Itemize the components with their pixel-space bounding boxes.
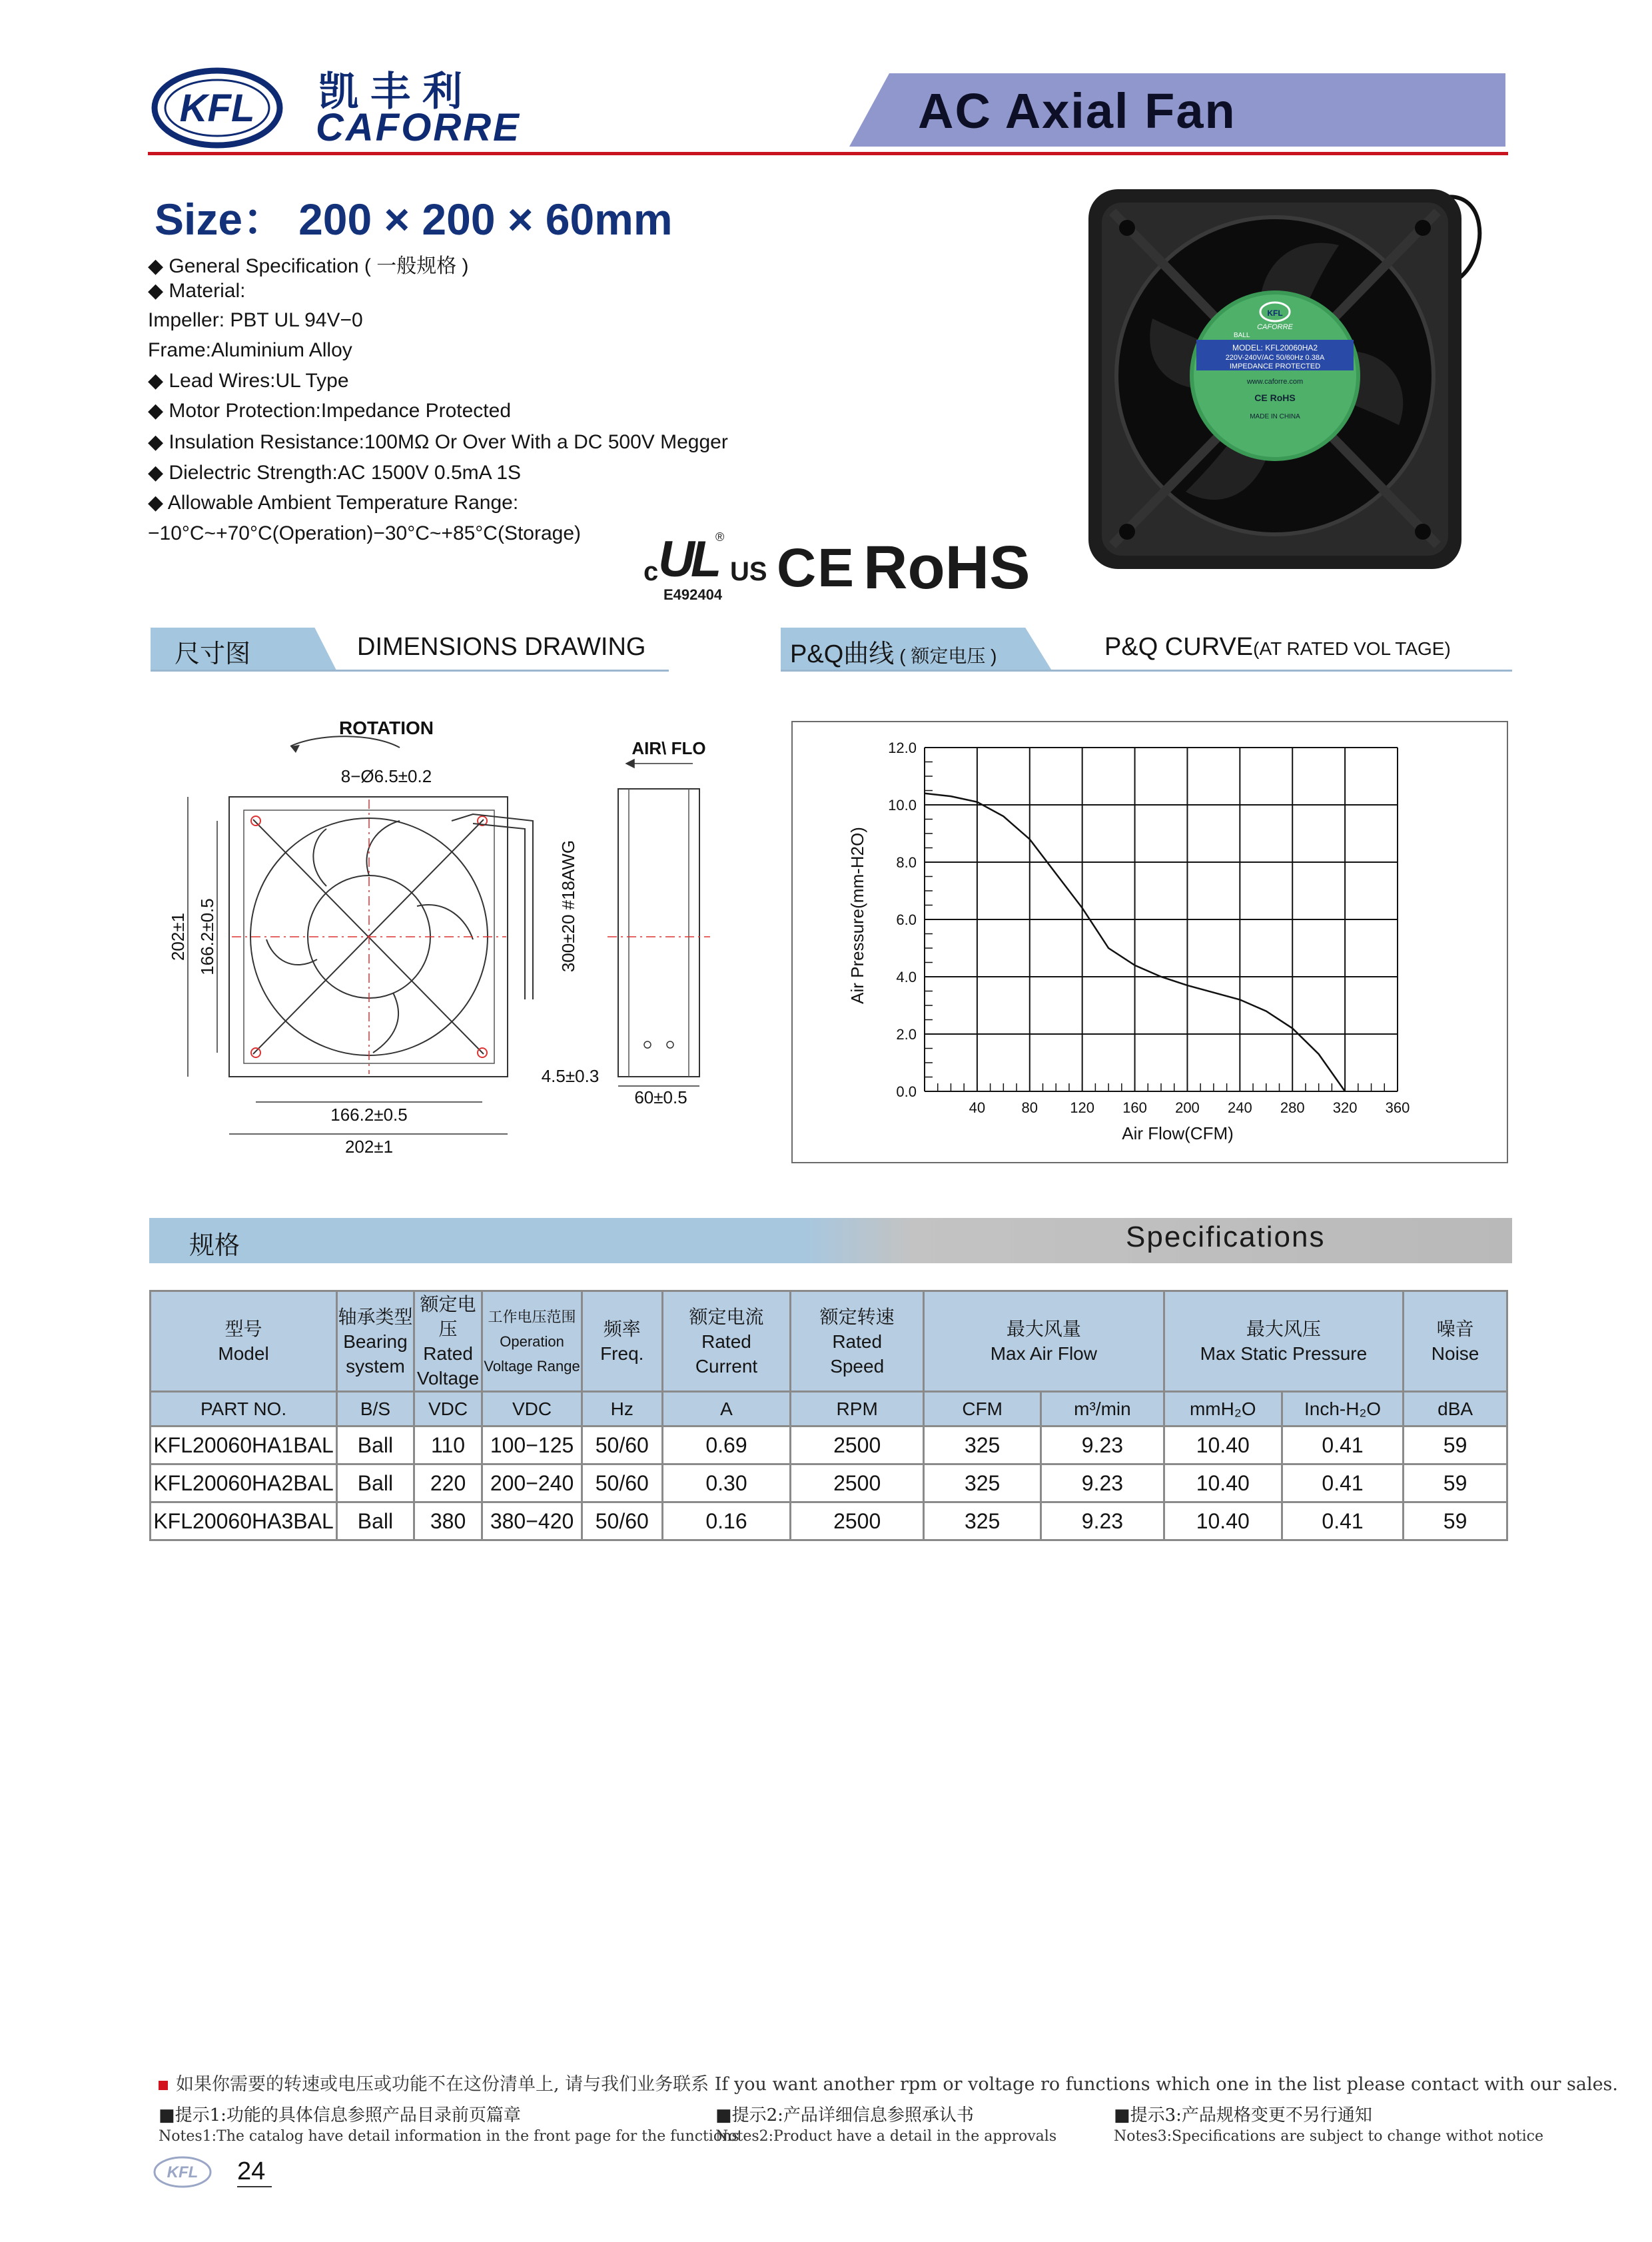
head-line: 额定转速 [819, 1306, 895, 1327]
ul-mark [643, 530, 767, 604]
brand-name-en: CAFORRE [316, 106, 521, 149]
outer-height-label: 202±1 [168, 912, 188, 961]
label-protection-text: IMPEDANCE PROTECTED [1229, 362, 1321, 370]
note2-cn: ■提示2:产品详细信息参照承认书 [715, 2105, 974, 2125]
size-value: 200 × 200 × 60mm [298, 195, 673, 244]
flange-label: 4.5±0.3 [541, 1066, 600, 1086]
x-tick-label: 160 [1122, 1099, 1147, 1116]
unit-cell: dBA [1404, 1392, 1507, 1426]
table-cell: 10.40 [1164, 1502, 1282, 1540]
col-head-voltage-range [482, 1291, 582, 1392]
unit-cell: B/S [337, 1392, 414, 1426]
size-colon: ： [242, 195, 287, 244]
inner-width-label: 166.2±0.5 [330, 1105, 408, 1125]
dimensions-section-rule [151, 670, 669, 672]
head-line: Rated [832, 1331, 883, 1352]
label-logo-text: KFL [1267, 308, 1283, 318]
label-model-text: MODEL: KFL20060HA2 [1232, 343, 1318, 352]
x-axis-label: Air Flow(CFM) [1122, 1123, 1234, 1143]
table-cell: 380 [414, 1502, 482, 1540]
note2-en: Notes2:Product have a detail in the approvals [715, 2128, 1057, 2145]
pq-label-cn-main: P&Q曲线 [790, 640, 895, 668]
dimensions-drawing [160, 706, 733, 1173]
head-line: Speed [830, 1355, 885, 1377]
spec-line: ◆ Insulation Resistance:100MΩ Or Over With a DC 500V Megger [148, 431, 728, 453]
table-cell: 0.41 [1282, 1426, 1403, 1464]
head-line: Model [218, 1343, 269, 1364]
head-line: system [346, 1355, 405, 1377]
label-bearing-text: BALL [1234, 332, 1250, 339]
table-cell: 9.23 [1041, 1426, 1164, 1464]
table-cell: 100−125 [482, 1426, 582, 1464]
table-cell: 10.40 [1164, 1464, 1282, 1502]
table-row [151, 1426, 1507, 1464]
head-line: Voltage [416, 1368, 480, 1389]
col-head-current [662, 1291, 791, 1392]
table-cell: 50/60 [582, 1502, 662, 1540]
head-line: Rated [423, 1343, 473, 1364]
unit-cell: RPM [791, 1392, 924, 1426]
fan-product-photo [1086, 172, 1499, 572]
footer-logo-text: KFL [167, 2163, 199, 2181]
spec-line: Frame:Aluminium Alloy [148, 339, 352, 361]
spec-line: Impeller: PBT UL 94V−0 [148, 309, 363, 331]
col-head-rated-voltage [414, 1291, 482, 1392]
part-no-cell: KFL20060HA1BAL [151, 1426, 337, 1464]
table-cell: 0.69 [662, 1426, 791, 1464]
table-cell: 59 [1404, 1464, 1507, 1502]
depth-label: 60±0.5 [634, 1087, 687, 1107]
table-cell: 50/60 [582, 1464, 662, 1502]
note3-cn: ■提示3:产品规格变更不另行通知 [1114, 2105, 1372, 2125]
col-head-bearing [337, 1291, 414, 1392]
specs-label-cn: 规格 [189, 1232, 240, 1260]
table-cell: 0.41 [1282, 1502, 1403, 1540]
col-head-air-flow [924, 1291, 1164, 1392]
head-line: 最大风量 [1006, 1319, 1081, 1339]
table-cell: 325 [924, 1502, 1041, 1540]
y-tick-label: 4.0 [896, 969, 917, 985]
label-rating-text: 220V-240V/AC 50/60Hz 0.38A [1225, 354, 1325, 362]
head-line: Rated [701, 1331, 751, 1352]
spec-line: ◆ Motor Protection:Impedance Protected [148, 400, 512, 422]
table-cell: 2500 [791, 1502, 924, 1540]
footer-logo [152, 2155, 213, 2189]
spec-line: ◆ Allowable Ambient Temperature Range: [148, 492, 519, 514]
head-line: 型号 [224, 1319, 262, 1339]
unit-cell: m³/min [1041, 1392, 1164, 1426]
note1-en: Notes1:The catalog have detail information in the front page for the functions [159, 2128, 739, 2145]
brand-logo [151, 67, 284, 149]
head-line: Bearing [343, 1331, 408, 1352]
col-head-pressure [1164, 1291, 1404, 1392]
y-axis-label: Air Pressure(mm-H2O) [847, 827, 867, 1004]
spec-line: ◆ General Specification ( 一般规格 ) [148, 255, 469, 277]
unit-cell: PART NO. [151, 1392, 337, 1426]
head-line: 频率 [603, 1319, 641, 1339]
part-no-cell: KFL20060HA3BAL [151, 1502, 337, 1540]
y-tick-label: 8.0 [896, 854, 917, 871]
head-line: Noise [1431, 1343, 1479, 1364]
size-label: Size [155, 195, 243, 244]
y-tick-label: 10.0 [888, 797, 917, 814]
table-cell: 59 [1404, 1502, 1507, 1540]
logo-mark-text: KFL [179, 87, 255, 130]
y-tick-label: 0.0 [896, 1083, 917, 1100]
head-line: Freq. [600, 1343, 644, 1364]
unit-cell: Inch-H₂O [1282, 1392, 1403, 1426]
holes-label: 8−Ø6.5±0.2 [340, 766, 432, 786]
pq-label-cn [790, 633, 997, 670]
table-cell: 380−420 [482, 1502, 582, 1540]
label-website-text: www.caforre.com [1246, 378, 1304, 386]
spec-line: ◆ Material: [148, 280, 246, 302]
x-tick-label: 80 [1021, 1099, 1038, 1116]
unit-cell: CFM [924, 1392, 1041, 1426]
x-tick-label: 200 [1175, 1099, 1200, 1116]
part-no-cell: KFL20060HA2BAL [151, 1464, 337, 1502]
unit-cell: VDC [414, 1392, 482, 1426]
unit-cell: VDC [482, 1392, 582, 1426]
table-cell: 10.40 [1164, 1426, 1282, 1464]
dimensions-label-cn: 尺寸图 [175, 640, 251, 668]
rotation-label: ROTATION [338, 718, 434, 738]
table-cell: 9.23 [1041, 1464, 1164, 1502]
ce-mark: CE [777, 538, 855, 598]
table-cell: 220 [414, 1464, 482, 1502]
head-line: Max Air Flow [990, 1343, 1097, 1364]
head-line: Max Static Pressure [1200, 1343, 1368, 1364]
table-cell: 0.30 [662, 1464, 791, 1502]
red-square-icon [159, 2081, 168, 2090]
head-line: 轴承类型 [338, 1306, 413, 1327]
notes-main [159, 2069, 1618, 2095]
x-tick-label: 240 [1227, 1099, 1252, 1116]
pq-section-rule [781, 670, 1512, 672]
col-head-freq [582, 1291, 662, 1392]
label-brand-text: CAFORRE [1257, 323, 1293, 331]
label-origin-text: MADE IN CHINA [1250, 413, 1300, 420]
inner-height-label: 166.2±0.5 [197, 898, 217, 975]
note1-cn: ■提示1:功能的具体信息参照产品目录前页篇章 [159, 2105, 521, 2125]
notes-main-text: 如果你需要的转速或电压或功能不在这份清单上, 请与我们业务联系 If you want another rpm or voltage ro functions which one in the list please contact with our sales. [176, 2074, 1618, 2095]
table-cell: Ball [337, 1464, 414, 1502]
spec-table [149, 1290, 1508, 1541]
rohs-mark: RoHS [863, 534, 1031, 602]
head-line: Operation [500, 1333, 564, 1350]
table-cell: 59 [1404, 1426, 1507, 1464]
table-cell: 110 [414, 1426, 482, 1464]
table-cell: Ball [337, 1502, 414, 1540]
page-number: 24 [237, 2157, 272, 2187]
col-head-model [151, 1291, 337, 1392]
col-head-noise [1404, 1291, 1507, 1392]
unit-cell: Hz [582, 1392, 662, 1426]
wire-length-label: 300±20 #18AWG [558, 840, 578, 973]
ul-us-text: US [730, 557, 767, 586]
table-cell: 0.41 [1282, 1464, 1403, 1502]
pq-chart [791, 721, 1508, 1163]
head-line: Voltage Range [484, 1357, 580, 1375]
y-tick-label: 12.0 [888, 740, 917, 756]
head-line: 工作电压范围 [488, 1308, 576, 1325]
head-line: 额定电压 [420, 1294, 476, 1339]
table-row [151, 1502, 1507, 1540]
x-tick-label: 320 [1332, 1099, 1358, 1116]
unit-cell: A [662, 1392, 791, 1426]
col-head-speed [791, 1291, 924, 1392]
y-tick-label: 2.0 [896, 1026, 917, 1043]
x-tick-label: 280 [1280, 1099, 1305, 1116]
ul-logo-text: UL [658, 531, 718, 588]
table-cell: 0.16 [662, 1502, 791, 1540]
table-cell: 325 [924, 1426, 1041, 1464]
table-row [151, 1464, 1507, 1502]
table-cell: 2500 [791, 1464, 924, 1502]
table-cell: Ball [337, 1426, 414, 1464]
pq-label-en-main: P&Q CURVE [1104, 633, 1254, 661]
page-title: AC Axial Fan [918, 83, 1236, 139]
head-line: 额定电流 [689, 1306, 764, 1327]
spec-line: ◆ Dielectric Strength:AC 1500V 0.5mA 1S [148, 462, 522, 484]
table-cell: 200−240 [482, 1464, 582, 1502]
brand-name-cn: 凯丰利 [318, 69, 474, 115]
head-line: 噪音 [1436, 1319, 1474, 1339]
dimensions-label-en: DIMENSIONS DRAWING [357, 633, 646, 661]
table-cell: 9.23 [1041, 1502, 1164, 1540]
label-ce-text: CE RoHS [1254, 392, 1296, 403]
specs-label-en: Specifications [1126, 1221, 1326, 1253]
table-cell: 2500 [791, 1426, 924, 1464]
size-heading [155, 184, 673, 247]
pq-label-en-sub: (AT RATED VOL TAGE) [1253, 638, 1451, 659]
airflow-label: AIR\ FLO [631, 738, 706, 758]
y-tick-label: 6.0 [896, 911, 917, 928]
x-tick-label: 360 [1385, 1099, 1410, 1116]
note3-en: Notes3:Specifications are subject to change withot notice [1114, 2128, 1543, 2145]
ul-c-text: c [643, 557, 659, 586]
x-tick-label: 120 [1070, 1099, 1095, 1116]
ul-number: E492404 [663, 586, 723, 603]
table-cell: 50/60 [582, 1426, 662, 1464]
spec-line: ◆ Lead Wires:UL Type [148, 370, 349, 392]
pq-label-en [1104, 633, 1451, 662]
spec-line: −10°C~+70°C(Operation)−30°C~+85°C(Storage) [148, 522, 582, 544]
header-rule [148, 152, 1508, 155]
ul-reg-text: ® [715, 530, 725, 544]
head-line: 最大风压 [1246, 1319, 1321, 1339]
head-line: Current [695, 1355, 758, 1377]
unit-cell: mmH₂O [1164, 1392, 1282, 1426]
pq-label-cn-sub: ( 额定电压 ) [899, 646, 997, 666]
x-tick-label: 40 [969, 1099, 986, 1116]
outer-width-label: 202±1 [344, 1137, 394, 1157]
table-cell: 325 [924, 1464, 1041, 1502]
